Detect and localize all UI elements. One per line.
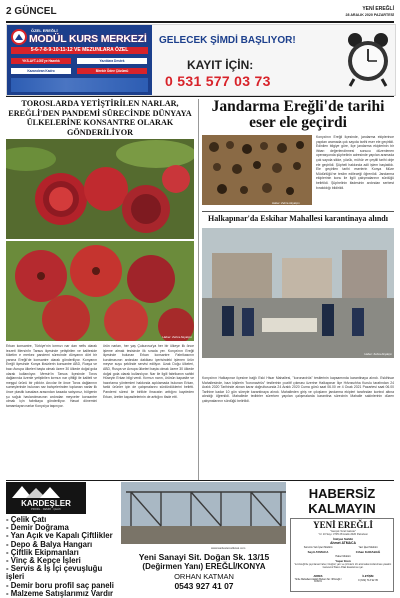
ad-web[interactable]: www.kardeslercelikcatı.com [211, 546, 246, 550]
article-nar-caption: Haber: Zehra Akyalçın [162, 335, 192, 339]
alarm-clock-icon [345, 31, 391, 89]
phone-label: İLETİŞİM [362, 575, 374, 578]
ad-address-line2: (Değirmen Yanı) EREĞLİ/KONYA [142, 562, 266, 571]
article-halkapinar-headline[interactable]: Halkapınar'da Eskihar Mahallesi karantinaya alındı [208, 214, 388, 223]
masthead-subtitle: "Gerçek Yerel Gazete" [330, 530, 356, 533]
issue-date: 28 ARALIK 2020 PAZARTESİ [345, 13, 394, 17]
address-text: Türbe Mahallesi Atatürk Bulvarı No: 38 Ereğli / KONYA [294, 578, 342, 584]
service-item: - Yan Açık ve Kapalı Çiftlikler [6, 531, 113, 541]
services-list [6, 516, 116, 598]
ad-school-panel [7, 25, 152, 95]
kardesler-logo [6, 482, 86, 514]
column-divider [198, 99, 199, 481]
page-header [6, 6, 394, 20]
notice-line1: HABERSİZ [308, 486, 376, 501]
article-jandarma-caption: Haber: Zehra Akyalçın [272, 201, 300, 205]
pomegranate-photo [6, 139, 194, 239]
masthead-box [290, 518, 394, 592]
ad-item-2: Yazılılara Destek [77, 58, 147, 64]
service-item: - Demir boru profil saç paneli [6, 580, 114, 590]
ed2-label: Yazı İşleri Müdürü [358, 546, 378, 549]
section-label: 2 GÜNCEL [6, 6, 57, 17]
ad-item-1: YKS-AYT-LGS'ye Hazırlık [11, 58, 71, 64]
service-item: - Vinç & Kepçe İşleri [6, 556, 81, 566]
service-item: - Depo & Balya Hangarı [6, 539, 93, 549]
article-jandarma-headline[interactable]: Jandarma Ereğli'de tarihi eser ele geçirdi [211, 98, 385, 131]
subscribe-notice[interactable] [290, 484, 394, 518]
ed2-name: Cihan KARABAĞ [355, 550, 381, 554]
divider-3 [6, 480, 394, 481]
masthead-note: Yeni Ereğli'de yayınlanan haber, fotoğraf, yazı ve çizimlerin izin alınmadan kullanılması yasaktır. Gazetemiz Basın Ahlak Esaslarına uyar. [294, 564, 392, 569]
service-item: - Çelik Çatı [6, 515, 47, 524]
article-halkapinar-caption: Haber: Zehra Akyalçın [364, 352, 392, 356]
service-item: - Malzeme Satışlarımız Vardır [6, 588, 114, 598]
steel-hangar-photo [121, 482, 286, 544]
article-jandarma-body: Konya'nın Ereğli ilçesinde, jandarma ekiplerince yapılan aramada çok sayıda tarihi eser ele geçirildi. Edinilen bilgiye göre, ilçe jandarma ekiplerinin bir ihbarı değerlendirmesi sonucu düzenlenen operasyonda şüphelinin adresinde yapılan aramada çok sayıda sikke, yüzük, mühür ve çeşitli tarihi obje ele geçirildi. Şüpheli hakkında adli işlem başlatıldı. Ele geçirilen tarihi eserlerin Konya Müze Müdürlüğü'ne teslim edileceği öğrenildi. Jandarma ekiplerinin konu ile ilgili çalışmalarının sürdüğü belirtildi. Şüphelinin ifadesinin ardından serbest bırakıldığı bildirildi. [316, 135, 394, 190]
ad-item-4: Birebir Ödev Çözümü [77, 68, 147, 74]
article-nar-body-col2: ürün narları, her yaş Çukurova'ya her bir ülkeye ilk önce işleme almak tesisinde ilk sırada yer. Konya'nın Ereğli ilçesinde bulunan Erkan konsantre Fabrikasının kurulmasının ardından dakikası içerisindeki işlenen ürün meyve suyu şeklinde servisi ediliyor. Uzak Doğu ülkeleri, ABD, Rusya ve Avrupa ülkeleri başta olmak üzere 30 ülkede doğal gıda olarak kullanılıyor. Nar ile ilgili fabrikanın sahibi Hüseyin Erkan bilgi verdi. Kırmızı narın, ürünün kapasite ve hazırlama yöntemleri hakkında açıklamada bulunan Erkan, farklı ürünler için de çalışmalarını sürdürdüklerini belirtti. Pandemi süreci ile birlikte ihracatın arttığını kaydeden Erkan, üretim kapasitelerinin de arttığını ifade etti. [103, 344, 194, 399]
ad-slogan: GELECEK ŞİMDİ BAŞLIYOR! [159, 35, 296, 46]
students-photo [11, 78, 148, 92]
masthead-issue: Yıl: 10 Sayı: 3735 28 Aralık 2020 Pazartesi [318, 533, 368, 536]
bottom-advertisement[interactable] [6, 482, 286, 598]
editor-name: Seyit AYMACA [307, 550, 329, 554]
ad-contact-phone[interactable]: 0543 927 41 07 [174, 581, 234, 591]
divider-1 [6, 96, 394, 97]
service-item: - Demir Doğrama [6, 523, 69, 533]
artifacts-photo [202, 135, 312, 205]
service-item: - Servis & İş İçi çevuşluğu işleri [6, 564, 103, 582]
editor-label: Sorumlu Yazı İşleri Müdürü [303, 546, 333, 549]
ad-item-3: Kazandıran Kadro [11, 68, 71, 74]
ad-phone: 0 531 577 03 73 [165, 73, 271, 89]
news-label: Haber Müdürü [335, 555, 351, 558]
notice-line2: KALMAYIN [308, 501, 376, 516]
top-advertisement[interactable] [6, 24, 396, 96]
school-logo-icon [11, 29, 27, 45]
news-name: Yaşar Eren [335, 558, 351, 563]
article-nar-body-col1: Erkan konsantre, Türkiye'nin kırmızı nar dan nefis olarak lezzeti Mersin'in Tarsus ilçesinde yetiştirilen ve kaliteside tüketim e merkez pandemi sürecinde dünyanın dört bir yanına Ereğli'de konsantre olarak gönderiliyor. Konyanın Ereğli ilçesinde Konya ilksizlerin konsantre ABD, Rusya ve bazı Avrupa ülkeleri başta olmak üzere 30 ülkede doğal gıda olarak kullanılıyor. Mersin'in Tarsus ilçesinde Toros dağlarında özenle yetiştirilen kırmızı nar çiftliği ile kaliteli ve meşgul ürünü bir yıllıktır. Arıcılar ile önce Toros dağlarının sumeşlerinde bulunan nar bahçelerinden toplanan narlar ilk önce plastik kasalara arasından kasada satıyoruz, bölgenin şu soğuk havlanılmasının ardından meyveler konsantre olmak için fabrikaya gönderiliyor. Hasat dönemini tamamlayan narlar Konya'ya taşınıyor. [6, 344, 97, 408]
divider-2 [202, 211, 394, 212]
header-rule [6, 21, 394, 23]
service-item: - Çiftlik Ekipmanları [6, 547, 79, 557]
address-label: ADRES [313, 575, 323, 578]
kardesler-brand-sub: PROFİL · DEMİR · ÇELİK [31, 508, 61, 511]
owner-name: Ahmet ATMACA [330, 541, 356, 545]
paper-name: YENİ EREĞLİ [362, 6, 394, 12]
ad-address-line1: Yeni Sanayi Sit. Doğan Sk. 13/15 [138, 552, 270, 562]
ad-kayit-label: KAYIT İÇİN: [187, 58, 254, 72]
kardesler-brand: KARDEŞLER [21, 499, 71, 508]
pomegranate-photo-2 [6, 241, 194, 341]
ad-contact-name: ORHAN KATMAN [174, 572, 234, 581]
masthead-title: YENİ EREĞLİ [313, 520, 373, 530]
owner-label: İmtiyaz Sahibi [332, 537, 353, 541]
phone-text[interactable]: 0 (332) 713 92 35 [358, 578, 378, 582]
quarantine-photo [202, 228, 394, 358]
ad-title: MODÜL KURS MERKEZİ [29, 33, 147, 45]
article-halkapinar [202, 214, 394, 479]
ad-classes: 5-6-7-8-9-10-11-12 VE MEZUNLARA ÖZEL [11, 47, 148, 54]
article-nar [6, 99, 194, 479]
ad-school-label: ÖZEL EREĞLİ [31, 28, 58, 33]
article-nar-headline[interactable]: TOROSLARDA YETİŞTİRİLEN NARLAR, EREĞLİ'DEN PANDEMİ SÜRECİNDE DÜNYAYA ÜLKELERİNE KONSANTRE OLARAK GÖNDERİLİYOR [8, 99, 192, 137]
article-halkapinar-body: Konya'nın Halkapınar ilçesine bağlı Eski Hisar Mahallesi, "koronavirüs" testlerinin kapsamında karantinaya alındı. Eskihisar Mahallesinde, bazı kişilerin "koronavirüs" testlerinin pozitif çıkması üzerine Halkapınar İlçe Hıfzıssıhha Kurulu tarafından 24 Aralık 2020 Tarihinde alınan karar doğrultusunda 24 Aralık 2020 Cuma günü saat 06.00 ve 4 Ocak 2021 Pazartesi saat 06.00 Tarihine kadar 10 gün süreyle karantinaya alındı. Mahalleden giriş ve çıkışların jandarma ekipleri tarafından kontrol altına alındığı öğrenildi. Mahallede tedbirler sürerken yapılan çalışmalarda karantina sürecinin Mahalle sakinlerinin düzen çalışmalarının sürdüğü belirtildi. [202, 376, 394, 403]
